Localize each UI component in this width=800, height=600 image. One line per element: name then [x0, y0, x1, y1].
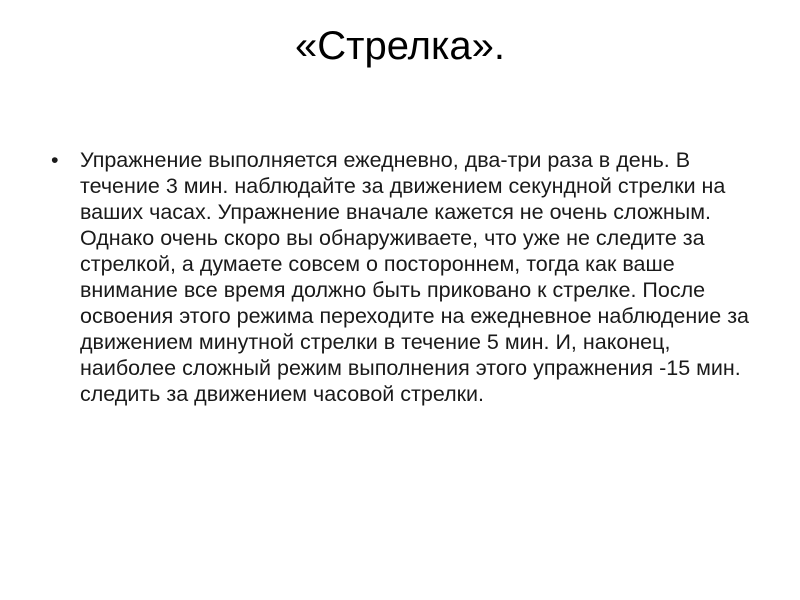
bullet-text: Упражнение выполняется ежедневно, два-три раза в день. В течение 3 мин. наблюдайте за движением секундной стрелки на ваших часах. Упражнение вначале кажется не очень сложным. Однако очень скоро вы обнаруживаете, что уже не следите за стрелкой, а думаете совсем о постороннем, тогда как ваше внимание все время должно быть приковано к стрелке. После освоения этого режима переходите на ежедневное наблюдение за движением минутной стрелки в течение 5 мин. И, наконец, наиболее сложный режим выполнения этого упражнения -15 мин. следить за движением часовой стрелки.: [80, 148, 750, 406]
bullet-list: [40, 147, 760, 407]
bullet-item: [40, 147, 760, 407]
bullet-marker: •: [51, 148, 59, 172]
slide-title: «Стрелка».: [295, 24, 505, 68]
